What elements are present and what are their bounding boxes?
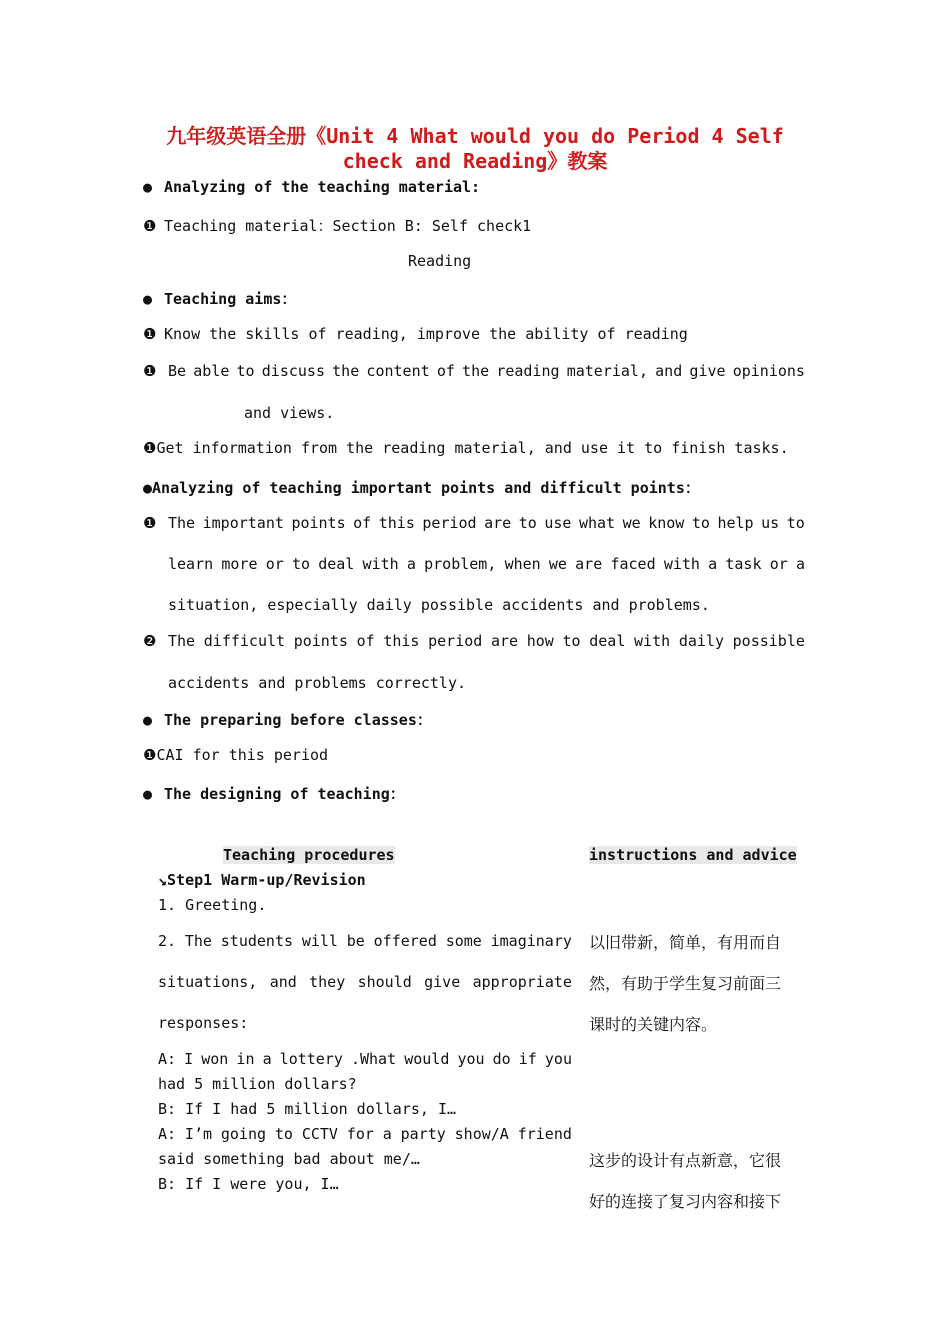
word: know (648, 514, 685, 532)
bullet-icon: ❷ (143, 632, 157, 650)
word: deal (589, 632, 626, 650)
word: and (269, 973, 297, 991)
point-1-line-1 (168, 514, 805, 532)
bullet-icon: ● (143, 711, 153, 729)
aim-3: ❶Get information from the reading material, and use it to finish tasks. (143, 439, 789, 457)
word: we (622, 514, 641, 532)
word: period (422, 514, 477, 532)
word: you (544, 1050, 572, 1068)
word: The (184, 932, 212, 950)
bullet-icon: ❶ (143, 746, 157, 764)
points-heading: ●Analyzing of teaching important points and difficult points： (143, 479, 700, 497)
word: discuss (261, 362, 325, 380)
word: a (795, 555, 805, 573)
word: difficult (203, 632, 286, 650)
point-2-line-2: accidents and problems correctly. (168, 674, 467, 692)
word: are (575, 555, 603, 573)
word: Be (168, 362, 187, 380)
word: to (786, 514, 805, 532)
word: opinions (732, 362, 805, 380)
word: or (769, 555, 788, 573)
word: of (353, 514, 372, 532)
word: or (265, 555, 284, 573)
bullet-icon: ❶ (143, 514, 157, 532)
note-1-line-1: 以旧带新，简单，有用而自 (589, 933, 782, 952)
word: reading (496, 362, 560, 380)
point-1-line-3: situation, especially daily possible accidents and problems. (168, 596, 710, 614)
word: do (492, 1050, 511, 1068)
word: CCTV (301, 1125, 338, 1143)
word: content (366, 362, 430, 380)
word: if (518, 1050, 537, 1068)
aim-2 (143, 362, 164, 380)
word: situations, (158, 973, 258, 991)
word: a (382, 1125, 392, 1143)
word: the (462, 362, 490, 380)
word: how (526, 632, 554, 650)
word: use (544, 514, 572, 532)
word: with (362, 555, 399, 573)
dialog-line-5: said something bad about me/… (158, 1150, 420, 1168)
col-head-instructions: instructions and advice (589, 846, 797, 864)
word: and (655, 362, 683, 380)
word: a (262, 1050, 272, 1068)
word: for (346, 1125, 374, 1143)
word: imaginary (490, 932, 572, 950)
word: in (236, 1050, 255, 1068)
word: points (293, 632, 348, 650)
word: are (490, 632, 519, 650)
dialog-line-6: B: If I were you, I… (158, 1175, 339, 1193)
word: A: (158, 1050, 177, 1068)
word: give (689, 362, 726, 380)
word: appropriate (472, 973, 572, 991)
analyzing-heading: ● Analyzing of the teaching material: (143, 178, 481, 196)
greeting-item: 1. Greeting. (158, 896, 267, 914)
point-2 (143, 632, 164, 650)
dialog-line-3: B: If I had 5 million dollars, I… (158, 1100, 457, 1118)
word: period (428, 632, 483, 650)
col-head-procedures: Teaching procedures (223, 846, 395, 864)
word: to (291, 555, 311, 573)
note-2-line-1: 这步的设计有点新意，它很 (589, 1151, 782, 1170)
word: problem, (424, 555, 497, 573)
point-1 (143, 514, 164, 532)
word: offered (373, 932, 437, 950)
word: students (220, 932, 294, 950)
word: with (634, 632, 671, 650)
step2-line-3: responses: (158, 1014, 249, 1032)
dialog-line-4 (158, 1125, 572, 1143)
word: material, (566, 362, 648, 380)
word: of (436, 362, 455, 380)
document-title (150, 124, 800, 174)
word: daily (678, 632, 724, 650)
title-line-2: check and Reading》教案 (342, 149, 608, 173)
point-2-line-1 (168, 632, 805, 650)
word: of (356, 632, 375, 650)
word: you (457, 1050, 485, 1068)
word: show/A (454, 1125, 509, 1143)
word: able (193, 362, 230, 380)
word: a (708, 555, 718, 573)
word: will (301, 932, 338, 950)
teaching-aims-heading: ● Teaching aims： (143, 290, 297, 308)
word: points (291, 514, 346, 532)
word: this (383, 632, 420, 650)
word: are (484, 514, 512, 532)
word: help (717, 514, 754, 532)
word: I’m (184, 1125, 213, 1143)
word: lottery (279, 1050, 343, 1068)
bullet-icon: ● (143, 178, 153, 196)
word: The (168, 514, 196, 532)
title-line-1: 九年级英语全册《Unit 4 What would you do Period 4 Self (166, 124, 784, 148)
word: the (332, 362, 360, 380)
reading-label: Reading (408, 252, 472, 270)
word: be (346, 932, 365, 950)
word: to (236, 362, 255, 380)
bullet-icon: ❶ (143, 217, 157, 235)
word: important (202, 514, 284, 532)
bullet-icon: ❶ (143, 362, 157, 380)
aim-2-line-1 (168, 362, 805, 380)
note-2-line-2: 好的连接了复习内容和接下 (589, 1192, 782, 1211)
word: faced (610, 555, 656, 573)
note-1-line-3: 课时的关键内容。 (589, 1015, 718, 1034)
word: to (518, 514, 537, 532)
bullet-icon: ● (143, 479, 153, 497)
word: friend (517, 1125, 572, 1143)
aim-2-line-2: and views. (244, 404, 335, 422)
word: more (221, 555, 258, 573)
word: party (400, 1125, 446, 1143)
word: to (274, 1125, 293, 1143)
word: 2. (158, 932, 177, 950)
word: won (201, 1050, 229, 1068)
word: A: (158, 1125, 177, 1143)
preparing-heading: ● The preparing before classes： (143, 711, 432, 729)
word: to (562, 632, 581, 650)
word: possible (732, 632, 805, 650)
word: should (357, 973, 412, 991)
word: I (184, 1050, 194, 1068)
aim-1: ❶ Know the skills of reading, improve the ability of reading (143, 325, 688, 343)
word: going (220, 1125, 267, 1143)
word: The (168, 632, 196, 650)
point-1-line-2 (168, 555, 805, 573)
word: we (548, 555, 567, 573)
bullet-icon: ❶ (143, 439, 157, 457)
word: deal (318, 555, 355, 573)
note-1-line-2: 然，有助于学生复习前面三 (589, 974, 782, 993)
word: what (578, 514, 616, 532)
word: give (424, 973, 461, 991)
bullet-icon: ● (143, 290, 153, 308)
dialog-line-1 (158, 1050, 572, 1068)
word: task (725, 555, 762, 573)
word: when (504, 555, 541, 573)
word: a (406, 555, 416, 573)
word: to (691, 514, 710, 532)
teaching-material-line: ❶ Teaching material：Section B: Self check1 (143, 217, 532, 235)
step1-heading: ↘Step1 Warm-up/Revision (158, 871, 366, 889)
bullet-icon: ❶ (143, 325, 157, 343)
word: would (404, 1050, 450, 1068)
step2-line-2 (158, 973, 572, 991)
prep-item: ❶CAI for this period (143, 746, 329, 764)
designing-heading: ● The designing of teaching： (143, 785, 405, 803)
word: .What (350, 1050, 397, 1068)
word: some (445, 932, 482, 950)
word: this (378, 514, 415, 532)
word: learn (168, 555, 214, 573)
dialog-line-2: had 5 million dollars? (158, 1075, 357, 1093)
word: with (663, 555, 700, 573)
word: they (309, 973, 346, 991)
word: us (761, 514, 780, 532)
bullet-icon: ● (143, 785, 153, 803)
step2-line-1 (158, 932, 572, 950)
